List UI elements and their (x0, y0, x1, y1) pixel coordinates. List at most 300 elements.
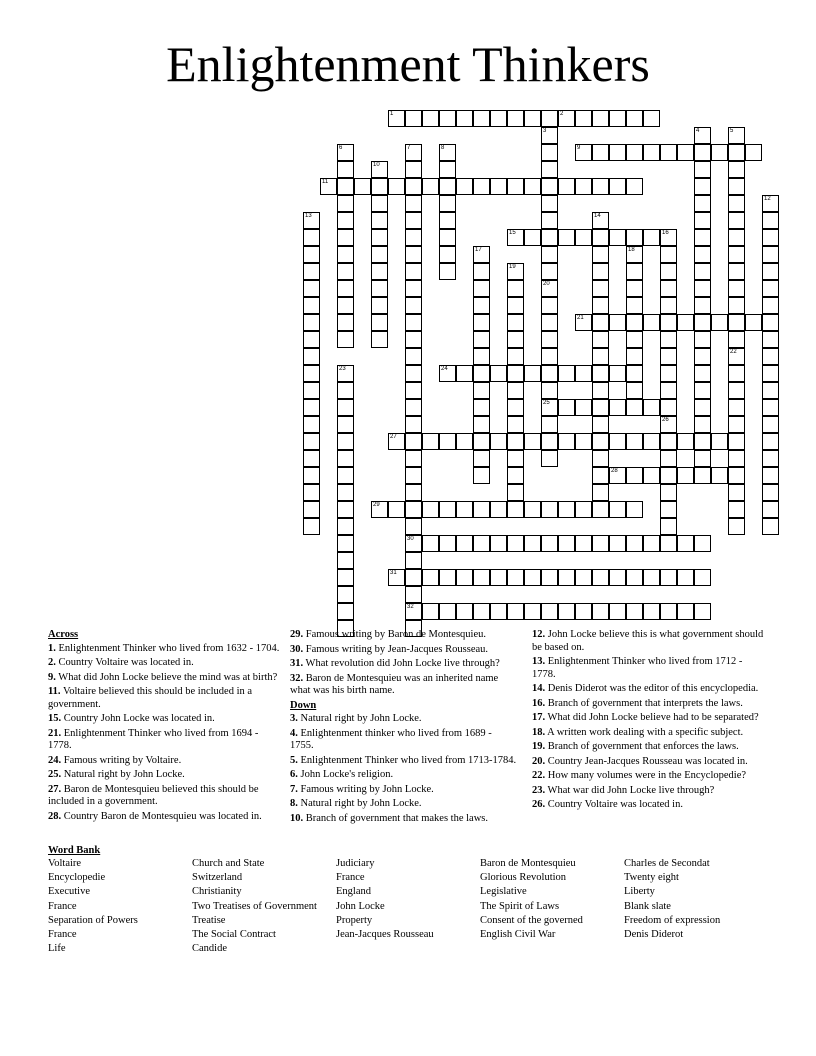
grid-cell[interactable] (626, 569, 643, 586)
grid-cell[interactable] (677, 569, 694, 586)
grid-cell[interactable] (439, 263, 456, 280)
grid-cell[interactable] (524, 178, 541, 195)
grid-cell[interactable] (643, 314, 660, 331)
grid-cell[interactable] (728, 263, 745, 280)
grid-cell[interactable] (660, 314, 677, 331)
grid-cell[interactable] (592, 399, 609, 416)
grid-cell[interactable] (609, 314, 626, 331)
grid-cell[interactable] (762, 433, 779, 450)
grid-cell[interactable] (711, 314, 728, 331)
grid-cell[interactable] (303, 399, 320, 416)
grid-cell[interactable] (337, 535, 354, 552)
grid-cell[interactable] (371, 212, 388, 229)
grid-cell[interactable] (660, 280, 677, 297)
grid-cell[interactable] (728, 297, 745, 314)
grid-cell[interactable] (507, 314, 524, 331)
grid-cell[interactable] (507, 569, 524, 586)
grid-cell[interactable] (728, 280, 745, 297)
grid-cell[interactable] (337, 365, 354, 382)
grid-cell[interactable] (490, 569, 507, 586)
grid-cell[interactable] (405, 280, 422, 297)
grid-cell[interactable] (303, 450, 320, 467)
grid-cell[interactable] (728, 484, 745, 501)
grid-cell[interactable] (609, 467, 626, 484)
grid-cell[interactable] (507, 297, 524, 314)
grid-cell[interactable] (762, 450, 779, 467)
grid-cell[interactable] (405, 178, 422, 195)
grid-cell[interactable] (643, 399, 660, 416)
grid-cell[interactable] (694, 263, 711, 280)
grid-cell[interactable] (660, 433, 677, 450)
grid-cell[interactable] (337, 501, 354, 518)
grid-cell[interactable] (711, 144, 728, 161)
grid-cell[interactable] (405, 467, 422, 484)
grid-cell[interactable] (762, 399, 779, 416)
grid-cell[interactable] (405, 212, 422, 229)
grid-cell[interactable] (745, 314, 762, 331)
grid-cell[interactable] (337, 382, 354, 399)
grid-cell[interactable] (405, 314, 422, 331)
grid-cell[interactable] (490, 178, 507, 195)
grid-cell[interactable] (473, 467, 490, 484)
grid-cell[interactable] (524, 535, 541, 552)
grid-cell[interactable] (609, 501, 626, 518)
grid-cell[interactable] (609, 569, 626, 586)
grid-cell[interactable] (660, 416, 677, 433)
grid-cell[interactable] (337, 263, 354, 280)
grid-cell[interactable] (711, 467, 728, 484)
grid-cell[interactable] (405, 365, 422, 382)
grid-cell[interactable] (405, 161, 422, 178)
grid-cell[interactable] (371, 297, 388, 314)
grid-cell[interactable] (541, 535, 558, 552)
grid-cell[interactable] (762, 280, 779, 297)
grid-cell[interactable] (541, 603, 558, 620)
grid-cell[interactable] (388, 501, 405, 518)
grid-cell[interactable] (728, 178, 745, 195)
grid-cell[interactable] (439, 161, 456, 178)
grid-cell[interactable] (728, 416, 745, 433)
grid-cell[interactable] (473, 416, 490, 433)
grid-cell[interactable] (592, 263, 609, 280)
grid-cell[interactable] (694, 178, 711, 195)
grid-cell[interactable] (337, 212, 354, 229)
grid-cell[interactable] (507, 110, 524, 127)
grid-cell[interactable] (439, 501, 456, 518)
grid-cell[interactable] (507, 382, 524, 399)
grid-cell[interactable] (473, 569, 490, 586)
grid-cell[interactable] (677, 467, 694, 484)
grid-cell[interactable] (728, 433, 745, 450)
grid-cell[interactable] (541, 501, 558, 518)
grid-cell[interactable] (541, 178, 558, 195)
grid-cell[interactable] (337, 297, 354, 314)
grid-cell[interactable] (303, 246, 320, 263)
grid-cell[interactable] (677, 144, 694, 161)
grid-cell[interactable] (507, 348, 524, 365)
grid-cell[interactable] (694, 331, 711, 348)
grid-cell[interactable] (405, 331, 422, 348)
grid-cell[interactable] (660, 331, 677, 348)
grid-cell[interactable] (626, 297, 643, 314)
grid-cell[interactable] (728, 212, 745, 229)
grid-cell[interactable] (592, 569, 609, 586)
grid-cell[interactable] (575, 501, 592, 518)
grid-cell[interactable] (694, 212, 711, 229)
grid-cell[interactable] (337, 450, 354, 467)
grid-cell[interactable] (728, 518, 745, 535)
grid-cell[interactable] (592, 348, 609, 365)
grid-cell[interactable] (609, 365, 626, 382)
grid-cell[interactable] (303, 467, 320, 484)
grid-cell[interactable] (558, 501, 575, 518)
grid-cell[interactable] (303, 229, 320, 246)
grid-cell[interactable] (337, 416, 354, 433)
grid-cell[interactable] (405, 603, 422, 620)
grid-cell[interactable] (405, 433, 422, 450)
grid-cell[interactable] (337, 586, 354, 603)
grid-cell[interactable] (694, 382, 711, 399)
grid-cell[interactable] (762, 365, 779, 382)
grid-cell[interactable] (728, 314, 745, 331)
grid-cell[interactable] (592, 212, 609, 229)
grid-cell[interactable] (609, 178, 626, 195)
grid-cell[interactable] (711, 433, 728, 450)
grid-cell[interactable] (473, 382, 490, 399)
grid-cell[interactable] (524, 365, 541, 382)
grid-cell[interactable] (507, 280, 524, 297)
grid-cell[interactable] (609, 603, 626, 620)
grid-cell[interactable] (728, 195, 745, 212)
grid-cell[interactable] (728, 246, 745, 263)
grid-cell[interactable] (371, 161, 388, 178)
grid-cell[interactable] (405, 229, 422, 246)
grid-cell[interactable] (541, 195, 558, 212)
grid-cell[interactable] (473, 110, 490, 127)
grid-cell[interactable] (626, 535, 643, 552)
grid-cell[interactable] (541, 416, 558, 433)
grid-cell[interactable] (626, 144, 643, 161)
grid-cell[interactable] (643, 467, 660, 484)
grid-cell[interactable] (524, 433, 541, 450)
grid-cell[interactable] (371, 314, 388, 331)
grid-cell[interactable] (337, 246, 354, 263)
grid-cell[interactable] (490, 501, 507, 518)
grid-cell[interactable] (609, 399, 626, 416)
grid-cell[interactable] (575, 569, 592, 586)
grid-cell[interactable] (728, 161, 745, 178)
grid-cell[interactable] (762, 382, 779, 399)
grid-cell[interactable] (728, 348, 745, 365)
grid-cell[interactable] (422, 178, 439, 195)
grid-cell[interactable] (575, 535, 592, 552)
grid-cell[interactable] (762, 314, 779, 331)
grid-cell[interactable] (592, 603, 609, 620)
grid-cell[interactable] (660, 484, 677, 501)
grid-cell[interactable] (337, 331, 354, 348)
grid-cell[interactable] (694, 195, 711, 212)
grid-cell[interactable] (456, 535, 473, 552)
grid-cell[interactable] (592, 501, 609, 518)
grid-cell[interactable] (371, 501, 388, 518)
grid-cell[interactable] (337, 178, 354, 195)
grid-cell[interactable] (626, 433, 643, 450)
grid-cell[interactable] (592, 280, 609, 297)
grid-cell[interactable] (694, 127, 711, 144)
grid-cell[interactable] (626, 348, 643, 365)
grid-cell[interactable] (507, 178, 524, 195)
grid-cell[interactable] (660, 569, 677, 586)
grid-cell[interactable] (626, 467, 643, 484)
grid-cell[interactable] (541, 382, 558, 399)
grid-cell[interactable] (643, 110, 660, 127)
grid-cell[interactable] (575, 178, 592, 195)
grid-cell[interactable] (643, 569, 660, 586)
grid-cell[interactable] (507, 535, 524, 552)
grid-cell[interactable] (728, 229, 745, 246)
grid-cell[interactable] (371, 195, 388, 212)
grid-cell[interactable] (592, 331, 609, 348)
grid-cell[interactable] (371, 263, 388, 280)
grid-cell[interactable] (439, 229, 456, 246)
grid-cell[interactable] (558, 603, 575, 620)
grid-cell[interactable] (762, 484, 779, 501)
grid-cell[interactable] (507, 229, 524, 246)
grid-cell[interactable] (677, 535, 694, 552)
grid-cell[interactable] (405, 484, 422, 501)
grid-cell[interactable] (371, 178, 388, 195)
grid-cell[interactable] (592, 144, 609, 161)
grid-cell[interactable] (303, 331, 320, 348)
grid-cell[interactable] (609, 110, 626, 127)
grid-cell[interactable] (388, 433, 405, 450)
grid-cell[interactable] (337, 144, 354, 161)
grid-cell[interactable] (541, 263, 558, 280)
grid-cell[interactable] (473, 433, 490, 450)
grid-cell[interactable] (439, 569, 456, 586)
grid-cell[interactable] (575, 365, 592, 382)
grid-cell[interactable] (558, 365, 575, 382)
grid-cell[interactable] (507, 399, 524, 416)
grid-cell[interactable] (592, 382, 609, 399)
grid-cell[interactable] (507, 484, 524, 501)
grid-cell[interactable] (405, 501, 422, 518)
grid-cell[interactable] (660, 382, 677, 399)
grid-cell[interactable] (303, 297, 320, 314)
grid-cell[interactable] (694, 467, 711, 484)
grid-cell[interactable] (405, 348, 422, 365)
grid-cell[interactable] (337, 467, 354, 484)
grid-cell[interactable] (558, 178, 575, 195)
grid-cell[interactable] (541, 144, 558, 161)
grid-cell[interactable] (439, 433, 456, 450)
grid-cell[interactable] (388, 178, 405, 195)
grid-cell[interactable] (592, 365, 609, 382)
grid-cell[interactable] (558, 569, 575, 586)
grid-cell[interactable] (507, 331, 524, 348)
grid-cell[interactable] (422, 569, 439, 586)
grid-cell[interactable] (303, 382, 320, 399)
grid-cell[interactable] (303, 501, 320, 518)
grid-cell[interactable] (660, 365, 677, 382)
grid-cell[interactable] (337, 484, 354, 501)
grid-cell[interactable] (541, 314, 558, 331)
grid-cell[interactable] (660, 501, 677, 518)
grid-cell[interactable] (592, 110, 609, 127)
grid-cell[interactable] (507, 450, 524, 467)
grid-cell[interactable] (439, 246, 456, 263)
grid-cell[interactable] (371, 246, 388, 263)
grid-cell[interactable] (541, 297, 558, 314)
grid-cell[interactable] (660, 450, 677, 467)
grid-cell[interactable] (337, 399, 354, 416)
grid-cell[interactable] (575, 110, 592, 127)
grid-cell[interactable] (762, 501, 779, 518)
grid-cell[interactable] (660, 263, 677, 280)
grid-cell[interactable] (762, 467, 779, 484)
grid-cell[interactable] (728, 450, 745, 467)
grid-cell[interactable] (439, 144, 456, 161)
grid-cell[interactable] (473, 450, 490, 467)
grid-cell[interactable] (541, 280, 558, 297)
grid-cell[interactable] (728, 365, 745, 382)
grid-cell[interactable] (541, 399, 558, 416)
grid-cell[interactable] (609, 433, 626, 450)
grid-cell[interactable] (728, 382, 745, 399)
grid-cell[interactable] (405, 297, 422, 314)
grid-cell[interactable] (575, 603, 592, 620)
grid-cell[interactable] (694, 399, 711, 416)
grid-cell[interactable] (643, 603, 660, 620)
grid-cell[interactable] (643, 433, 660, 450)
grid-cell[interactable] (541, 450, 558, 467)
grid-cell[interactable] (405, 382, 422, 399)
grid-cell[interactable] (643, 144, 660, 161)
grid-cell[interactable] (490, 433, 507, 450)
grid-cell[interactable] (762, 195, 779, 212)
grid-cell[interactable] (456, 110, 473, 127)
grid-cell[interactable] (337, 229, 354, 246)
grid-cell[interactable] (405, 246, 422, 263)
grid-cell[interactable] (303, 365, 320, 382)
grid-cell[interactable] (371, 229, 388, 246)
grid-cell[interactable] (728, 501, 745, 518)
grid-cell[interactable] (337, 552, 354, 569)
grid-cell[interactable] (592, 433, 609, 450)
grid-cell[interactable] (694, 450, 711, 467)
grid-cell[interactable] (694, 280, 711, 297)
grid-cell[interactable] (473, 535, 490, 552)
grid-cell[interactable] (694, 297, 711, 314)
grid-cell[interactable] (473, 280, 490, 297)
grid-cell[interactable] (575, 399, 592, 416)
grid-cell[interactable] (541, 246, 558, 263)
grid-cell[interactable] (405, 586, 422, 603)
grid-cell[interactable] (422, 603, 439, 620)
grid-cell[interactable] (694, 348, 711, 365)
grid-cell[interactable] (303, 484, 320, 501)
grid-cell[interactable] (660, 535, 677, 552)
grid-cell[interactable] (456, 178, 473, 195)
grid-cell[interactable] (694, 144, 711, 161)
grid-cell[interactable] (456, 433, 473, 450)
grid-cell[interactable] (626, 399, 643, 416)
grid-cell[interactable] (762, 348, 779, 365)
grid-cell[interactable] (337, 161, 354, 178)
grid-cell[interactable] (337, 569, 354, 586)
grid-cell[interactable] (473, 331, 490, 348)
grid-cell[interactable] (303, 280, 320, 297)
grid-cell[interactable] (592, 178, 609, 195)
grid-cell[interactable] (626, 603, 643, 620)
grid-cell[interactable] (490, 603, 507, 620)
grid-cell[interactable] (524, 569, 541, 586)
grid-cell[interactable] (575, 433, 592, 450)
grid-cell[interactable] (660, 518, 677, 535)
grid-cell[interactable] (405, 195, 422, 212)
grid-cell[interactable] (592, 229, 609, 246)
grid-cell[interactable] (541, 569, 558, 586)
grid-cell[interactable] (558, 229, 575, 246)
grid-cell[interactable] (303, 348, 320, 365)
grid-cell[interactable] (541, 127, 558, 144)
grid-cell[interactable] (524, 229, 541, 246)
grid-cell[interactable] (626, 178, 643, 195)
grid-cell[interactable] (473, 348, 490, 365)
grid-cell[interactable] (694, 433, 711, 450)
grid-cell[interactable] (405, 110, 422, 127)
grid-cell[interactable] (439, 110, 456, 127)
grid-cell[interactable] (660, 297, 677, 314)
grid-cell[interactable] (694, 161, 711, 178)
grid-cell[interactable] (541, 229, 558, 246)
grid-cell[interactable] (405, 399, 422, 416)
grid-cell[interactable] (762, 212, 779, 229)
grid-cell[interactable] (303, 263, 320, 280)
grid-cell[interactable] (762, 297, 779, 314)
grid-cell[interactable] (405, 450, 422, 467)
grid-cell[interactable] (762, 246, 779, 263)
grid-cell[interactable] (371, 280, 388, 297)
grid-cell[interactable] (303, 314, 320, 331)
grid-cell[interactable] (643, 535, 660, 552)
grid-cell[interactable] (524, 110, 541, 127)
grid-cell[interactable] (626, 246, 643, 263)
grid-cell[interactable] (660, 348, 677, 365)
grid-cell[interactable] (694, 365, 711, 382)
grid-cell[interactable] (592, 297, 609, 314)
grid-cell[interactable] (728, 331, 745, 348)
grid-cell[interactable] (626, 314, 643, 331)
grid-cell[interactable] (473, 178, 490, 195)
grid-cell[interactable] (592, 467, 609, 484)
grid-cell[interactable] (626, 331, 643, 348)
grid-cell[interactable] (507, 467, 524, 484)
grid-cell[interactable] (541, 110, 558, 127)
grid-cell[interactable] (473, 297, 490, 314)
grid-cell[interactable] (473, 603, 490, 620)
grid-cell[interactable] (660, 229, 677, 246)
grid-cell[interactable] (592, 246, 609, 263)
grid-cell[interactable] (490, 365, 507, 382)
grid-cell[interactable] (558, 535, 575, 552)
grid-cell[interactable] (694, 603, 711, 620)
grid-cell[interactable] (422, 501, 439, 518)
grid-cell[interactable] (473, 399, 490, 416)
grid-cell[interactable] (405, 552, 422, 569)
grid-cell[interactable] (541, 212, 558, 229)
grid-cell[interactable] (473, 365, 490, 382)
